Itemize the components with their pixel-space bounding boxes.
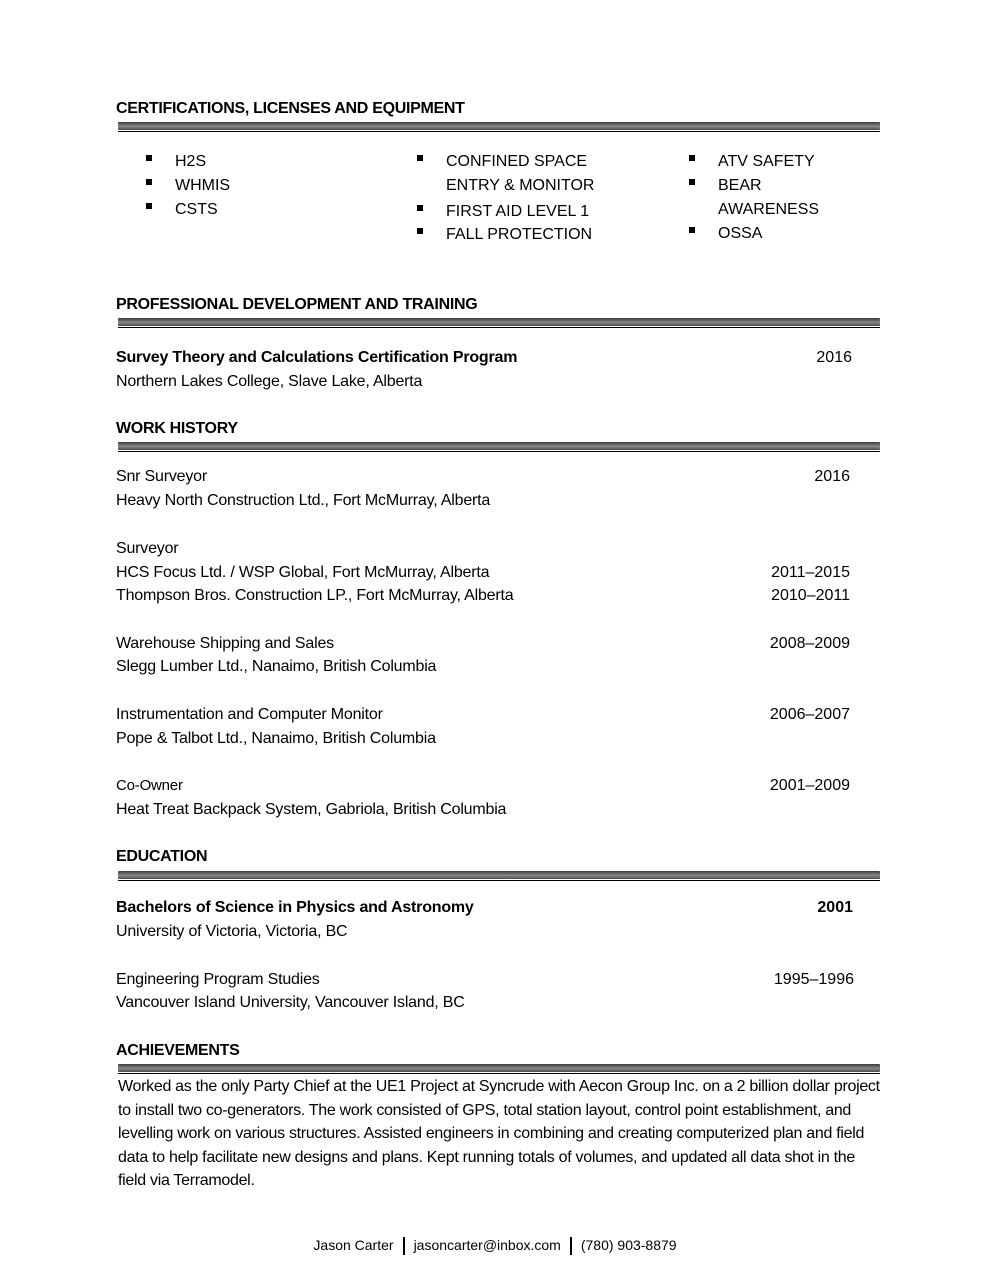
footer-phone: (780) 903-8879 bbox=[580, 1237, 677, 1253]
degree-year: 2001 bbox=[817, 899, 853, 916]
achievements-text: Worked as the only Party Chief at the UE1 Project at Syncrude with Aecon Group Inc. on a 2 billion dollar project to install two co-generators. The work consisted of GPS, total station layout, control point establishment, and levelling work on various structures. Assisted engineers in combining and creating computerized plan and field data to help facilitate new designs and plans. Kept running totals of volumes, and updated all data shot in the field via Terramodel. bbox=[118, 1078, 880, 1190]
program-year: 1995–1996 bbox=[773, 971, 854, 988]
degree-school: University of Victoria, Victoria, BC bbox=[116, 923, 348, 940]
footer-separator bbox=[570, 1237, 572, 1255]
cert-item: FALL PROTECTION bbox=[446, 223, 592, 247]
section-rule bbox=[118, 122, 880, 130]
achievements-heading: ACHIEVEMENTS bbox=[116, 1042, 240, 1059]
cert-item: ATV SAFETY bbox=[718, 150, 815, 174]
cert-item: CSTS bbox=[175, 198, 218, 222]
education-heading: EDUCATION bbox=[116, 848, 208, 865]
section-rule bbox=[118, 871, 880, 879]
cert-item: CONFINED SPACE ENTRY & MONITOR bbox=[446, 150, 606, 198]
job-year: 2008–2009 bbox=[769, 635, 850, 652]
job-year: 2001–2009 bbox=[769, 777, 850, 794]
footer-name: Jason Carter bbox=[313, 1237, 394, 1253]
cert-item: FIRST AID LEVEL 1 bbox=[446, 200, 589, 224]
job-role: Co-Owner bbox=[116, 777, 183, 794]
job-role: Instrumentation and Computer Monitor bbox=[116, 706, 383, 723]
job-company: Slegg Lumber Ltd., Nanaimo, British Columbia bbox=[116, 658, 437, 675]
footer-contact bbox=[0, 1237, 990, 1255]
training-year: 2016 bbox=[816, 349, 852, 366]
cert-item: WHMIS bbox=[175, 174, 230, 198]
job-company: Heavy North Construction Ltd., Fort McMurray, Alberta bbox=[116, 492, 491, 509]
footer-email[interactable]: jasoncarter@inbox.com bbox=[413, 1237, 561, 1253]
program-title: Engineering Program Studies bbox=[116, 971, 320, 988]
job-company: HCS Focus Ltd. / WSP Global, Fort McMurray, Alberta bbox=[116, 564, 490, 581]
training-place: Northern Lakes College, Slave Lake, Alberta bbox=[116, 373, 423, 390]
certifications-heading: CERTIFICATIONS, LICENSES AND EQUIPMENT bbox=[116, 100, 465, 117]
work-history-heading: WORK HISTORY bbox=[116, 420, 238, 437]
training-program: Survey Theory and Calculations Certification Program bbox=[116, 349, 518, 366]
cert-item: OSSA bbox=[718, 222, 762, 246]
degree-title: Bachelors of Science in Physics and Astronomy bbox=[116, 899, 474, 916]
job-role: Surveyor bbox=[116, 540, 179, 557]
job-year: 2011–2015 bbox=[771, 564, 850, 581]
job-company: Heat Treat Backpack System, Gabriola, British Columbia bbox=[116, 801, 507, 818]
job-role: Snr Surveyor bbox=[116, 468, 207, 485]
job-role: Warehouse Shipping and Sales bbox=[116, 635, 334, 652]
section-rule bbox=[118, 1064, 880, 1072]
training-heading: PROFESSIONAL DEVELOPMENT AND TRAINING bbox=[116, 296, 478, 313]
footer-separator bbox=[403, 1237, 405, 1255]
section-rule bbox=[118, 442, 880, 450]
cert-item: H2S bbox=[175, 150, 206, 174]
job-year: 2010–2011 bbox=[771, 587, 850, 604]
job-year: 2006–2007 bbox=[769, 706, 850, 723]
job-company: Pope & Talbot Ltd., Nanaimo, British Columbia bbox=[116, 730, 436, 747]
job-company: Thompson Bros. Construction LP., Fort McMurray, Alberta bbox=[116, 587, 514, 604]
cert-item: BEAR AWARENESS bbox=[718, 174, 828, 222]
job-year: 2016 bbox=[814, 468, 850, 485]
program-school: Vancouver Island University, Vancouver Island, BC bbox=[116, 994, 465, 1011]
section-rule bbox=[118, 318, 880, 326]
